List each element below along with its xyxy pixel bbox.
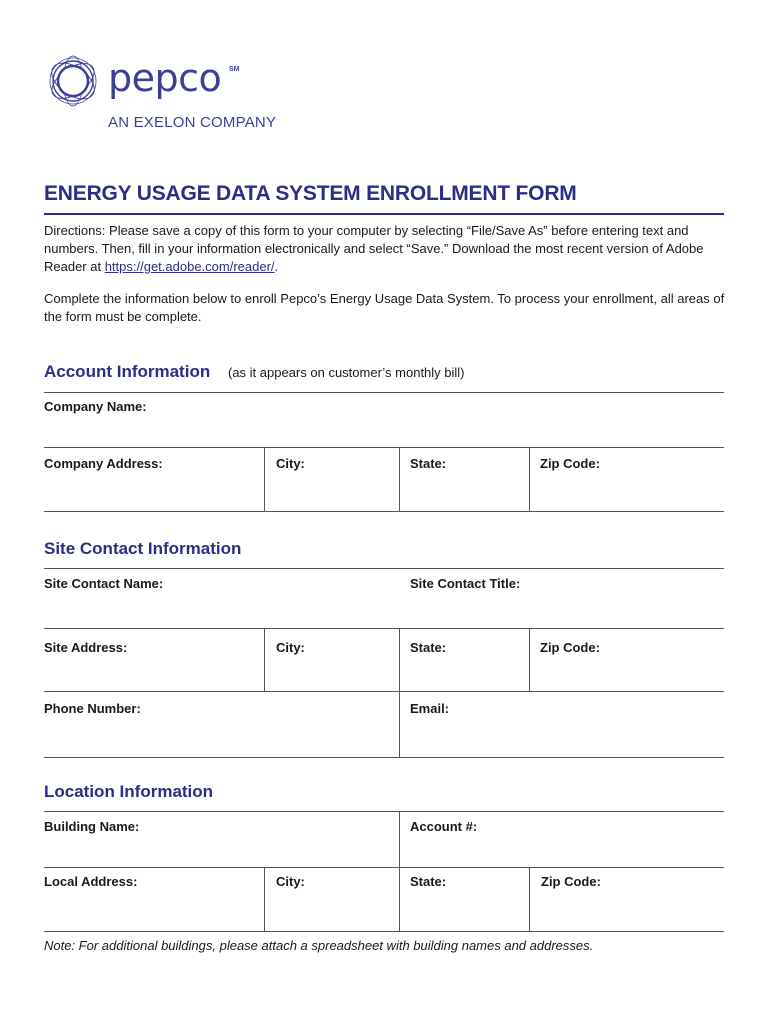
footer-note: Note: For additional buildings, please attach a spreadsheet with building names and addresses.: [44, 938, 594, 953]
site-contact-name-label: Site Contact Name:: [44, 576, 164, 591]
account-city-label: City:: [276, 456, 305, 471]
divider: [44, 811, 724, 812]
cell-divider: [264, 628, 265, 691]
divider: [44, 757, 724, 758]
building-name-label: Building Name:: [44, 819, 140, 834]
location-section-heading: Location Information: [44, 782, 214, 801]
divider: [44, 568, 724, 569]
location-city-label: City:: [276, 874, 305, 889]
divider: [44, 628, 724, 629]
location-zip-label: Zip Code:: [541, 874, 601, 889]
cell-divider: [399, 691, 400, 757]
divider: [44, 691, 724, 692]
divider: [44, 447, 724, 448]
divider: [44, 392, 724, 393]
site-state-label: State:: [410, 640, 447, 655]
adobe-reader-link[interactable]: https://get.adobe.com/reader/: [104, 259, 275, 274]
pepco-logo-icon: [44, 54, 102, 108]
cell-divider: [264, 447, 265, 511]
site-zip-label: Zip Code:: [540, 640, 600, 655]
intro-text: Complete the information below to enroll Pepco’s Energy Usage Data System. To process your enrollment, all areas of the form must be complete.: [44, 291, 725, 324]
company-name-label: Company Name:: [44, 399, 147, 414]
local-address-label: Local Address:: [44, 874, 138, 889]
service-mark: SM: [229, 66, 240, 73]
account-section-note: (as it appears on customer’s monthly bill): [228, 365, 465, 380]
account-number-label: Account #:: [410, 819, 478, 834]
cell-divider: [529, 628, 530, 691]
cell-divider: [399, 811, 400, 867]
cell-divider: [264, 867, 265, 931]
phone-number-label: Phone Number:: [44, 701, 141, 716]
cell-divider: [529, 447, 530, 511]
cell-divider: [399, 447, 400, 511]
location-state-label: State:: [410, 874, 447, 889]
divider: [44, 931, 724, 932]
site-city-label: City:: [276, 640, 305, 655]
cell-divider: [529, 867, 530, 931]
brand-tagline: AN EXELON COMPANY: [108, 114, 277, 131]
page-title: ENERGY USAGE DATA SYSTEM ENROLLMENT FORM: [44, 182, 577, 205]
account-state-label: State:: [410, 456, 447, 471]
site-address-label: Site Address:: [44, 640, 128, 655]
title-divider: [44, 213, 724, 215]
account-zip-label: Zip Code:: [540, 456, 600, 471]
site-section-heading: Site Contact Information: [44, 539, 242, 558]
cell-divider: [399, 867, 400, 931]
directions-text: Directions: Please save a copy of this form to your computer by selecting “File/Save As” before entering text and numbers. Then, fill in your information electronically and select “Save.” Download the most recent version of Adobe Reader at https://get.adobe.com/reader/.: [44, 223, 704, 274]
site-contact-title-label: Site Contact Title:: [410, 576, 521, 591]
divider: [44, 511, 724, 512]
divider: [44, 867, 724, 868]
account-section-heading: Account Information: [44, 362, 211, 381]
brand-name: pepco: [108, 56, 222, 100]
company-address-label: Company Address:: [44, 456, 163, 471]
email-label: Email:: [410, 701, 450, 716]
cell-divider: [399, 628, 400, 691]
